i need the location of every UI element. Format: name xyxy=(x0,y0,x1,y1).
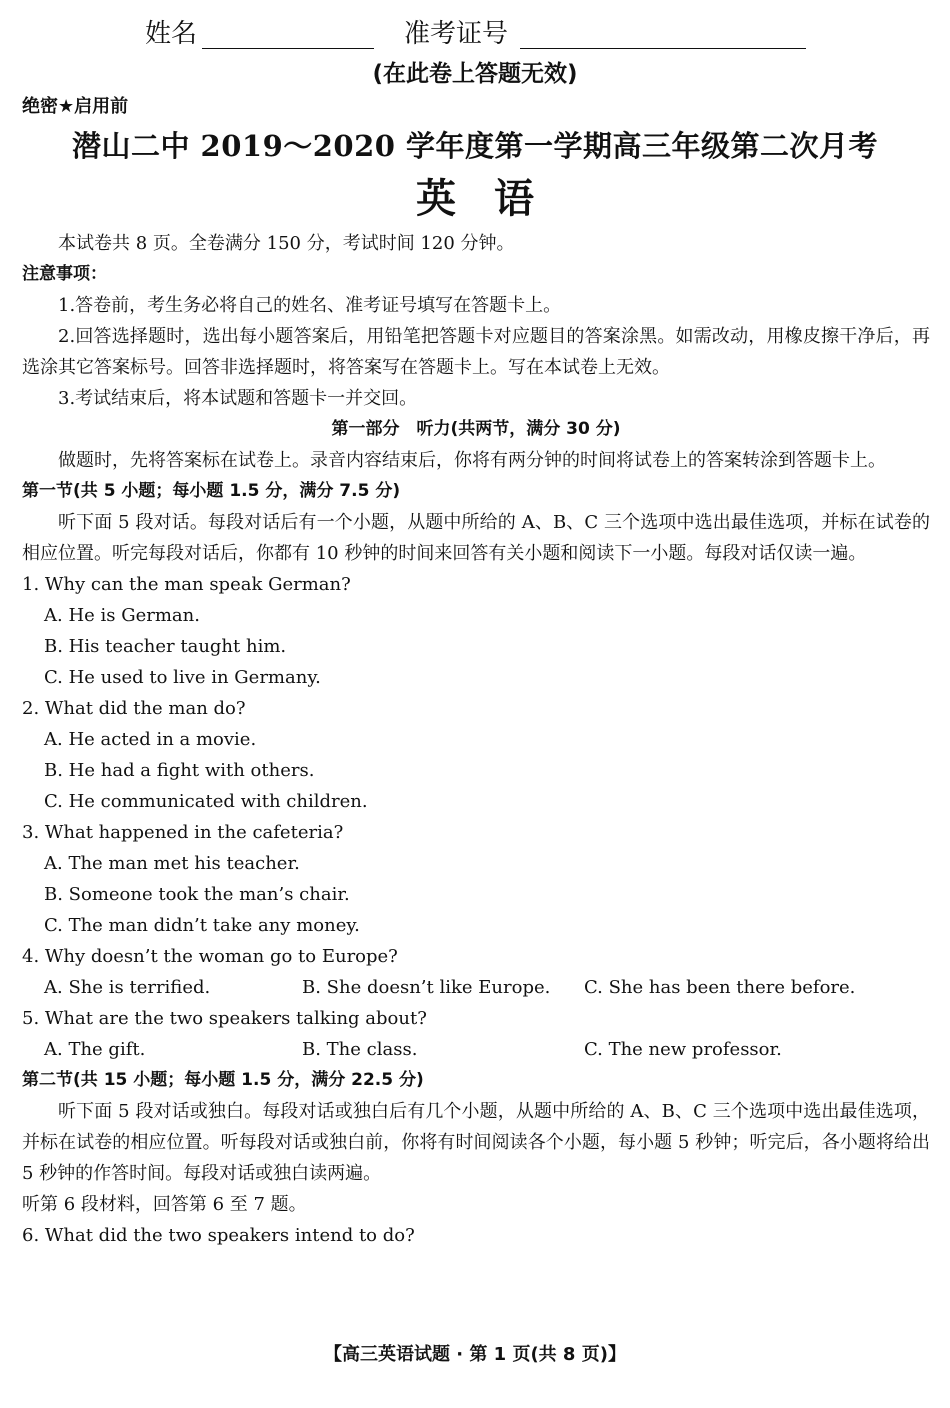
candidate-info-line xyxy=(0,14,950,54)
option-5b: B. The class. xyxy=(302,1039,418,1060)
option-5a: A. The gift. xyxy=(44,1039,146,1060)
options-row-4 xyxy=(22,972,930,1003)
question-5: 5. What are the two speakers talking about? xyxy=(22,1008,427,1029)
exam-title: 潜山二中 2019～2020 学年度第一学期高三年级第二次月考 xyxy=(71,129,879,163)
exam-number-label: 准考证号 xyxy=(404,19,509,49)
options-row-5 xyxy=(22,1034,930,1065)
confidential-mark: 绝密★启用前 xyxy=(22,96,129,117)
option-4c: C. She has been there before. xyxy=(584,977,856,998)
part1-title: 第一部分 听力(共两节，满分 30 分) xyxy=(331,419,621,439)
section1-instruction: 听下面 5 段对话。每段对话后有一个小题，从题中所给的 A、B、C 三个选项中选出最佳选项，并标在试卷的相应位置。听完每段对话后，你都有 10 秒钟的时间来回答有关小题和阅读下一小题。每段对话仅读一遍。 xyxy=(22,512,930,564)
option-2c: C. He communicated with children. xyxy=(44,791,368,812)
name-blank xyxy=(202,48,374,49)
section2-instruction: 听下面 5 段对话或独白。每段对话或独白后有几个小题，从题中所给的 A、B、C 三个选项中选出最佳选项，并标在试卷的相应位置。听每段对话或独白前，你将有时间阅读各个小题，每小题 5 秒钟；听完后，各小题将给出 5 秒钟的作答时间。每段对话或独白读两遍。 xyxy=(22,1101,930,1184)
question-6: 6. What did the two speakers intend to do? xyxy=(22,1225,415,1246)
option-3c: C. The man didn’t take any money. xyxy=(44,915,360,936)
intro-text: 本试卷共 8 页。全卷满分 150 分，考试时间 120 分钟。 xyxy=(58,233,515,254)
invalid-answer-notice: (在此卷上答题无效) xyxy=(372,61,578,87)
exam-number-blank xyxy=(520,48,806,49)
option-2b: B. He had a fight with others. xyxy=(44,760,315,781)
question-1: 1. Why can the man speak German? xyxy=(22,574,351,595)
section1-title: 第一节(共 5 小题；每小题 1.5 分，满分 7.5 分) xyxy=(22,481,401,501)
subject-title: 英语 xyxy=(416,176,572,222)
option-5c: C. The new professor. xyxy=(584,1039,782,1060)
option-2a: A. He acted in a movie. xyxy=(44,729,257,750)
option-1c: C. He used to live in Germany. xyxy=(44,667,321,688)
note-item: 1.答卷前，考生务必将自己的姓名、准考证号填写在答题卡上。 xyxy=(58,295,562,316)
option-4a: A. She is terrified. xyxy=(44,977,211,998)
section2-title: 第二节(共 15 小题；每小题 1.5 分，满分 22.5 分) xyxy=(22,1070,424,1090)
material-instruction: 听第 6 段材料，回答第 6 至 7 题。 xyxy=(22,1194,307,1215)
question-2: 2. What did the man do? xyxy=(22,698,246,719)
note-item: 2.回答选择题时，选出每小题答案后，用铅笔把答题卡对应题目的答案涂黑。如需改动，用橡皮擦干净后，再选涂其它答案标号。回答非选择题时，将答案写在答题卡上。写在本试卷上无效。 xyxy=(22,326,930,378)
page-footer: 【高三英语试题 · 第 1 页(共 8 页)】 xyxy=(324,1344,626,1365)
exam-body xyxy=(22,228,930,1251)
notes-title: 注意事项： xyxy=(22,264,107,284)
question-3: 3. What happened in the cafeteria? xyxy=(22,822,344,843)
option-1b: B. His teacher taught him. xyxy=(44,636,287,657)
option-3a: A. The man met his teacher. xyxy=(44,853,300,874)
name-label: 姓名 xyxy=(145,19,198,49)
part1-instruction: 做题时，先将答案标在试卷上。录音内容结束后，你将有两分钟的时间将试卷上的答案转涂到答题卡上。 xyxy=(58,450,886,471)
question-4: 4. Why doesn’t the woman go to Europe? xyxy=(22,946,398,967)
option-4b: B. She doesn’t like Europe. xyxy=(302,977,551,998)
option-1a: A. He is German. xyxy=(44,605,200,626)
note-item: 3.考试结束后，将本试题和答题卡一并交回。 xyxy=(58,388,418,409)
option-3b: B. Someone took the man’s chair. xyxy=(44,884,350,905)
